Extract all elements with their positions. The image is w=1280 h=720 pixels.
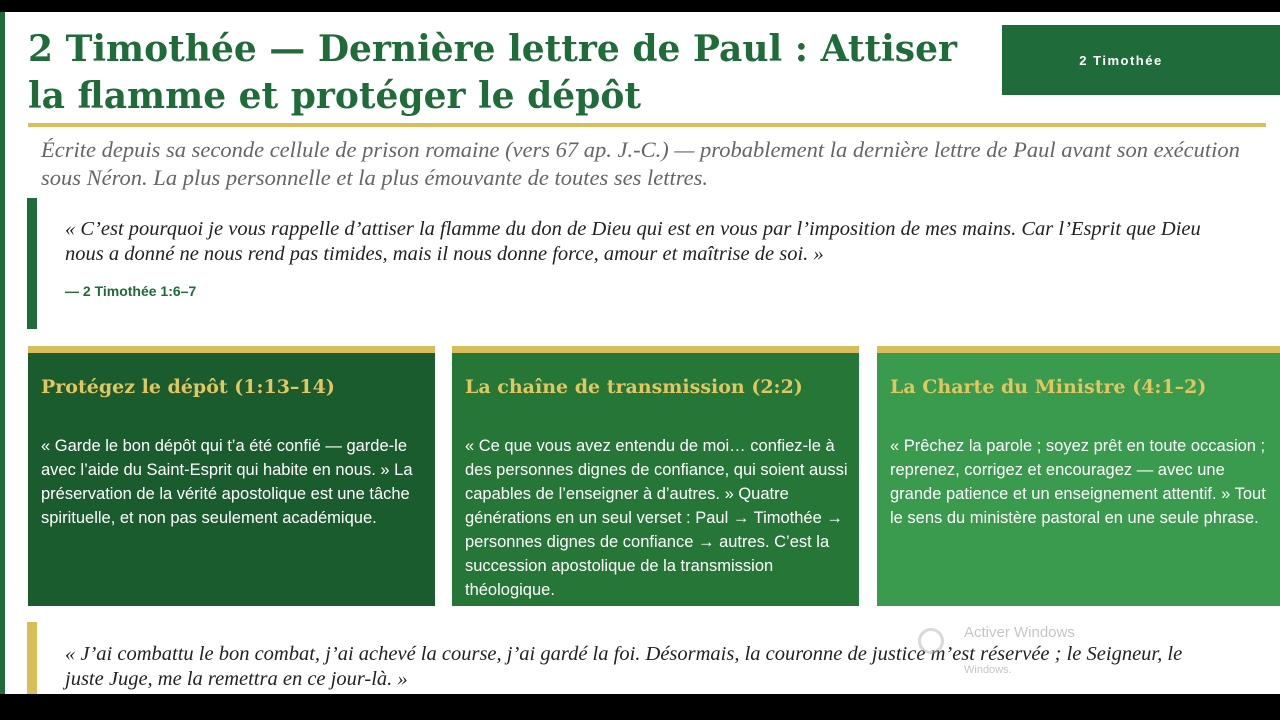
card-title: La Charte du Ministre (4:1–2)	[890, 376, 1207, 398]
slide-subtitle: Écrite depuis sa seconde cellule de prison romaine (vers 67 ap. J.-C.) — probablement la dernière lettre de Paul avant son exécution sous Néron. La plus personnelle et la plus émouvante de toutes ses lettres.	[41, 137, 1240, 190]
card-body: « Ce que vous avez entendu de moi… confiez-le à des personnes dignes de confiance, qui soient aussi capables de l’enseigner à d’autres. » Quatre générations en un seul verset : Paul → Timothée → personnes dignes de confiance → autres. C’est la succession apostolique de la transmission théologique.	[465, 437, 848, 599]
windows-activation-icon	[918, 628, 944, 654]
closing-quote-accent-bar	[27, 622, 37, 694]
card-body: « Prêchez la parole ; soyez prêt en toute occasion ; reprenez, corrigez et encouragez — avec une grande patience et un enseignement attentif. » Tout le sens du ministère pastoral en une seule phrase.	[890, 437, 1266, 527]
card-body: « Garde le bon dépôt qui t’a été confié — garde-le avec l’aide du Saint-Esprit qui habite en nous. » La préservation de la vérité apostolique est une tâche spirituelle, et non pas seulement académique.	[41, 437, 413, 527]
card-title: La chaîne de transmission (2:2)	[465, 376, 803, 398]
closing-quote-text: « J’ai combattu le bon combat, j’ai achevé la course, j’ai gardé la foi. Désormais, la couronne de justice m’est réservée ; le Seigneur, le juste Juge, me la remettra en ce jour-là. »	[65, 643, 1183, 690]
scripture-quote	[27, 198, 1267, 329]
card-protect-deposit	[28, 346, 435, 606]
quote-text: « C’est pourquoi je vous rappelle d’attiser la flamme du don de Dieu qui est en vous par l’imposition de mes mains. Car l’Esprit que Dieu nous a donné ne nous rend pas timides, mais il nous donne force, amour et maîtrise de soi. »	[65, 218, 1201, 265]
slide	[0, 12, 1280, 694]
card-minister-charter	[877, 346, 1280, 606]
slide-title: 2 Timothée — Dernière lettre de Paul : Attiser la flamme et protéger le dépôt	[28, 28, 957, 117]
card-title: Protégez le dépôt (1:13–14)	[41, 376, 335, 398]
section-tag: 2 Timothée	[1002, 25, 1280, 95]
quote-accent-bar	[27, 198, 37, 329]
quote-reference: — 2 Timothée 1:6–7	[65, 283, 197, 299]
card-transmission-chain	[452, 346, 859, 606]
left-accent-bar	[0, 12, 5, 694]
watermark-line-2: Windows.	[964, 664, 1012, 676]
activation-watermark	[918, 624, 1258, 684]
watermark-line-1: Activer Windows	[964, 624, 1075, 641]
title-divider	[28, 123, 1266, 127]
